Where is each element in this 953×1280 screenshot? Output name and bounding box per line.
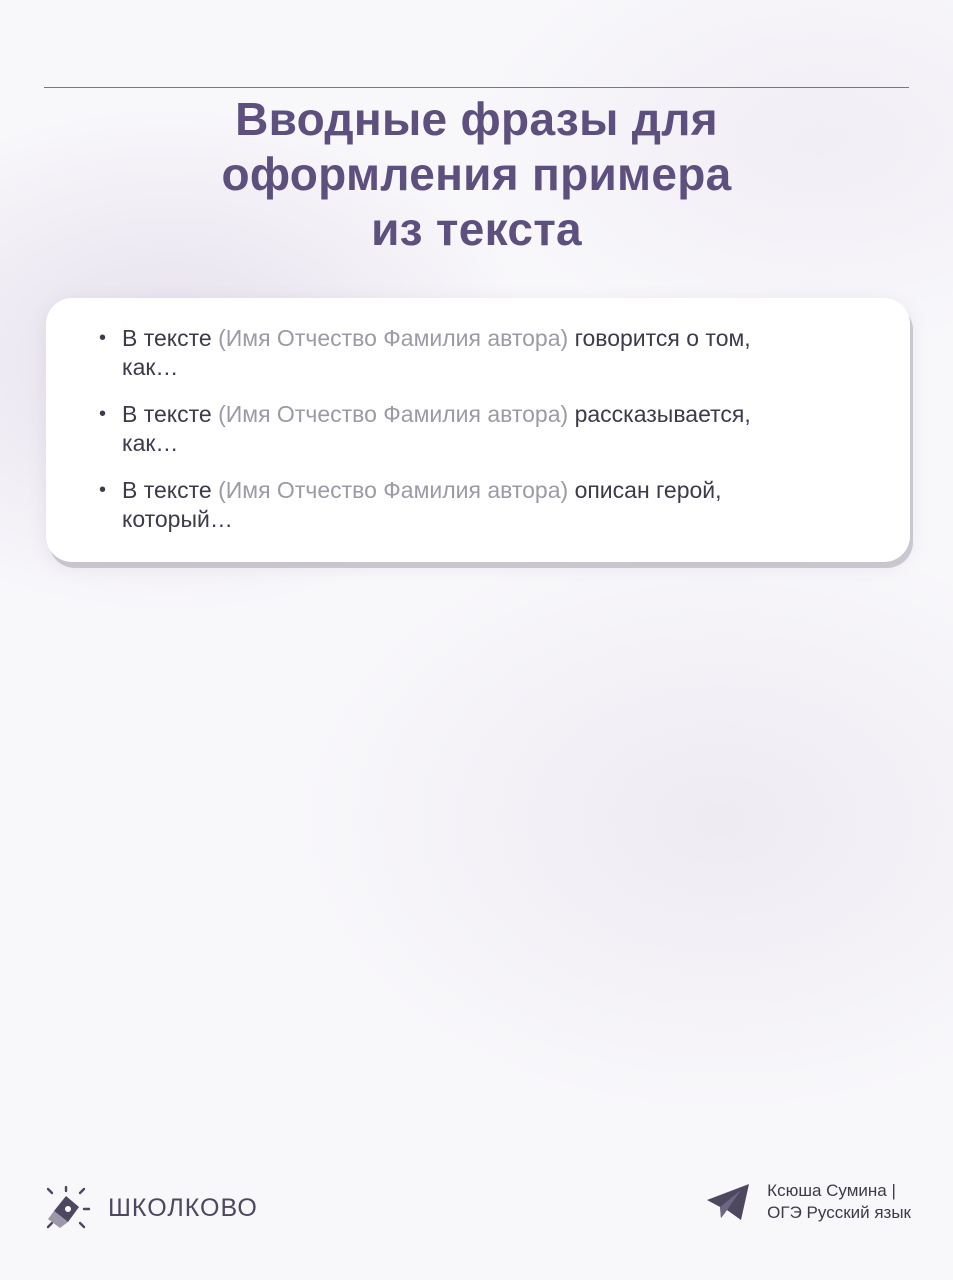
phrase-item bbox=[99, 324, 870, 382]
brand-name: ШКОЛКОВО bbox=[108, 1193, 258, 1222]
phrase-author-placeholder: (Имя Отчество Фамилия автора) bbox=[218, 401, 569, 427]
phrases-card bbox=[46, 298, 910, 562]
bullet-icon: • bbox=[99, 327, 107, 349]
author-name: Ксюша Сумина | bbox=[767, 1181, 896, 1200]
shkolkovo-logo-icon bbox=[44, 1186, 92, 1230]
title-line: из текста bbox=[371, 203, 582, 255]
title-line: Вводные фразы для bbox=[235, 93, 718, 145]
title-line: оформления примера bbox=[221, 148, 732, 200]
author-course: ОГЭ Русский язык bbox=[767, 1203, 911, 1222]
brand-block bbox=[44, 1186, 258, 1230]
bullet-icon: • bbox=[99, 403, 107, 425]
telegram-icon bbox=[705, 1182, 751, 1222]
phrase-author-placeholder: (Имя Отчество Фамилия автора) bbox=[218, 477, 569, 503]
phrases-list bbox=[46, 298, 910, 534]
phrase-rest: как… bbox=[122, 430, 179, 456]
phrase-lead: В тексте bbox=[122, 401, 212, 427]
author-block bbox=[705, 1180, 911, 1224]
phrase-rest: говорится о том, bbox=[574, 325, 751, 351]
top-divider bbox=[44, 87, 909, 88]
bullet-icon: • bbox=[99, 479, 107, 501]
phrase-author-placeholder: (Имя Отчество Фамилия автора) bbox=[218, 325, 569, 351]
page-title bbox=[60, 92, 893, 257]
phrase-rest: рассказывается, bbox=[574, 401, 751, 427]
phrase-lead: В тексте bbox=[122, 477, 212, 503]
phrase-lead: В тексте bbox=[122, 325, 212, 351]
phrase-rest: описан герой, bbox=[574, 477, 722, 503]
phrase-rest: который… bbox=[122, 506, 233, 532]
phrase-item bbox=[99, 400, 870, 458]
phrase-item bbox=[99, 476, 870, 534]
phrase-rest: как… bbox=[122, 354, 179, 380]
